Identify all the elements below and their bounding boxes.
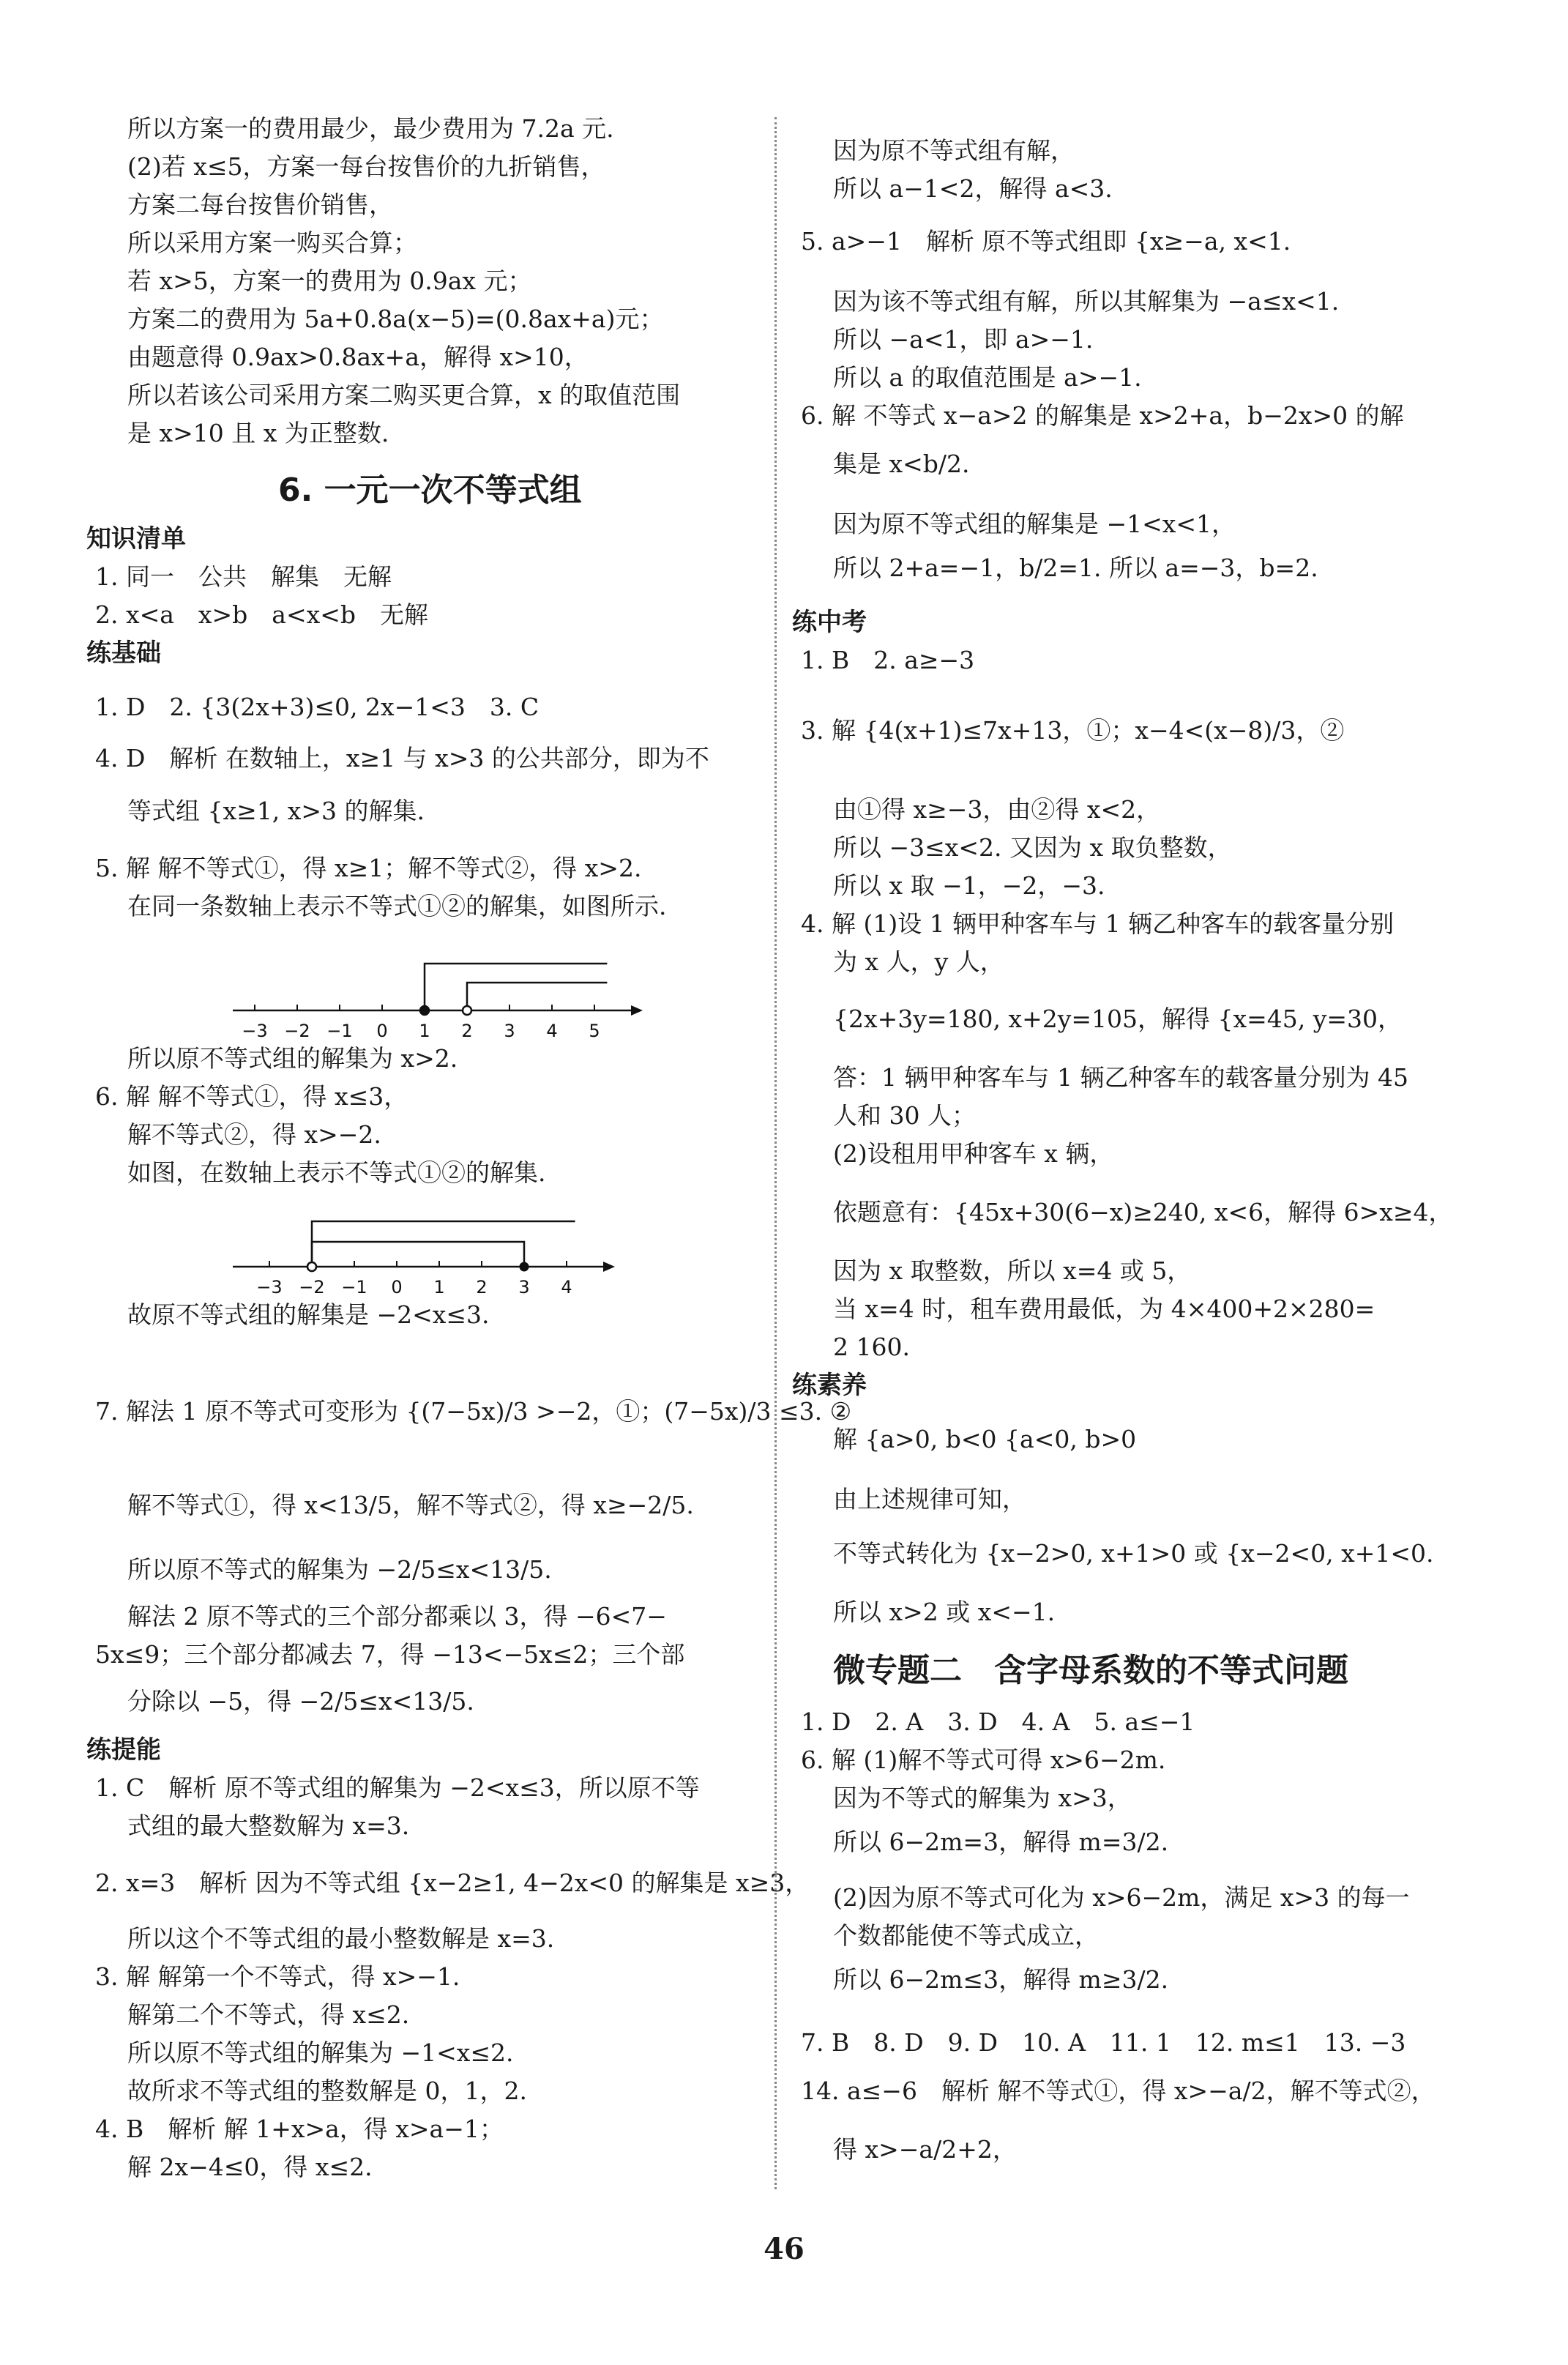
text-line: 所以若该公司采用方案二购买更合算，x 的取值范围 [127,381,681,409]
tick-label: 3 [504,1021,515,1041]
closed-endpoint [520,1262,529,1271]
section-heading: 知识清单 [86,524,186,554]
text-line: 解 2x−4≤0，得 x≤2. [127,2153,373,2181]
text-line: 因为 x 取整数，所以 x=4 或 5， [833,1256,1192,1285]
text-line: 集是 x<b/2. [833,450,970,478]
text-line: 所以 −a<1，即 a>−1. [833,325,1094,354]
axis-arrow [631,1005,643,1016]
section-title: 6. 一元一次不等式组 [278,472,582,509]
text-line: 所以这个不等式组的最小整数解是 x=3. [127,1924,555,1953]
text-line: 所以 6−2m≤3，解得 m≥3/2. [833,1965,1169,1994]
text-line: 5. a>−1 解析 原不等式组即 {x≥−a, x<1. [801,227,1291,256]
text-line: 方案二每台按售价销售， [127,190,393,219]
tick-label: −2 [284,1021,310,1041]
text-line: 因为该不等式组有解，所以其解集为 −a≤x<1. [833,287,1340,316]
text-line: 所以 6−2m=3，解得 m=3/2. [833,1828,1169,1856]
text-line: 当 x=4 时，租车费用最低，为 4×400+2×280= [833,1295,1375,1323]
text-line: 等式组 {x≥1, x>3 的解集. [127,797,425,825]
text-line: 如图，在数轴上表示不等式①②的解集. [127,1158,546,1187]
text-line: 答：1 辆甲种客车与 1 辆乙种客车的载客量分别为 45 [833,1063,1408,1092]
text-line: 解法 2 原不等式的三个部分都乘以 3，得 −6<7− [127,1602,667,1631]
section-heading: 练中考 [792,608,867,637]
axis-arrow [603,1262,615,1272]
text-line: (2)若 x≤5，方案一每台按售价的九折销售， [127,152,605,181]
text-line: 依题意有：{45x+30(6−x)≥240, x<6，解得 6>x≥4， [833,1198,1453,1226]
text-line: 6. 解 解不等式①，得 x≤3， [95,1082,408,1111]
text-line: 1. B 2. a≥−3 [801,646,975,674]
tick-label: 4 [561,1277,572,1297]
open-endpoint [307,1262,316,1271]
text-line: 2 160. [833,1333,910,1361]
tick-label: 1 [419,1021,430,1041]
text-line: 所以 x 取 −1，−2，−3. [833,871,1105,900]
text-line: 4. B 解析 解 1+x>a，得 x>a−1； [95,2115,504,2143]
tick-label: 3 [518,1277,530,1297]
tick-label: 0 [391,1277,403,1297]
text-line: 解不等式①，得 x<13/5，解不等式②，得 x≥−2/5. [127,1491,694,1519]
tick-label: −3 [256,1277,283,1297]
text-line: 所以原不等式组的解集为 x>2. [127,1044,458,1073]
text-line: 6. 解 不等式 x−a>2 的解集是 x>2+a，b−2x>0 的解 [801,401,1404,430]
page-number: 46 [764,2232,804,2266]
text-line: 5. 解 解不等式①，得 x≥1；解不等式②，得 x>2. [95,854,642,882]
text-line: 故原不等式组的解集是 −2<x≤3. [127,1300,490,1329]
text-line: 因为原不等式组有解， [833,136,1075,165]
number-line-2 [225,1193,679,1303]
text-line: 3. 解 解第一个不等式，得 x>−1. [95,1962,460,1991]
text-line: 所以 x>2 或 x<−1. [833,1598,1056,1626]
text-line: 因为不等式的解集为 x>3， [833,1784,1132,1812]
text-line: 4. D 解析 在数轴上，x≥1 与 x>3 的公共部分，即为不 [95,744,709,772]
tick-label: 2 [461,1021,473,1041]
solution-ray [467,983,607,1010]
text-line: 解不等式②，得 x>−2. [127,1120,381,1149]
tick-label: −2 [299,1277,325,1297]
text-line: 为 x 人，y 人， [833,947,1004,976]
closed-endpoint [420,1006,429,1015]
text-line: 若 x>5，方案一的费用为 0.9ax 元； [127,267,532,295]
tick-label: −1 [326,1021,353,1041]
text-line: 人和 30 人； [833,1101,976,1130]
text-line: {2x+3y=180, x+2y=105，解得 {x=45, y=30， [833,1005,1403,1033]
text-line: 所以 2+a=−1，b/2=1. 所以 a=−3，b=2. [833,554,1318,582]
tick-label: 5 [589,1021,600,1041]
text-line: 所以 −3≤x<2. 又因为 x 取负整数， [833,833,1232,862]
text-line: 所以 a−1<2，解得 a<3. [833,174,1113,203]
text-line: 6. 解 (1)解不等式可得 x>6−2m. [801,1746,1166,1774]
text-line: 所以方案一的费用最少，最少费用为 7.2a 元. [127,114,614,143]
section-heading: 练素养 [792,1371,867,1400]
text-line: 在同一条数轴上表示不等式①②的解集，如图所示. [127,892,667,920]
text-line: 所以原不等式的解集为 −2/5≤x<13/5. [127,1555,552,1584]
tick-label: 0 [376,1021,388,1041]
text-line: 个数都能使不等式成立， [833,1921,1099,1950]
text-line: 由上述规律可知， [833,1485,1026,1513]
text-line: 不等式转化为 {x−2>0, x+1>0 或 {x−2<0, x+1<0. [833,1539,1434,1568]
solution-ray [312,1221,575,1267]
text-line: 7. B 8. D 9. D 10. A 11. 1 12. m≤1 13. −3 [801,2028,1406,2057]
text-line: 1. D 2. {3(2x+3)≤0, 2x−1<3 3. C [95,693,540,721]
text-line: 方案二的费用为 5a+0.8a(x−5)=(0.8ax+a)元； [127,305,664,333]
text-line: 1. C 解析 原不等式组的解集为 −2<x≤3，所以原不等 [95,1773,700,1802]
tick-label: 4 [546,1021,558,1041]
text-line: 3. 解 {4(x+1)≤7x+13，①；x−4<(x−8)/3，② [801,716,1345,745]
text-line: 解第二个不等式，得 x≤2. [127,2000,410,2029]
text-line: 7. 解法 1 原不等式可变形为 {(7−5x)/3 >−2，①；(7−5x)/3 ≤3. ② [95,1397,852,1426]
text-line: 是 x>10 且 x 为正整数. [127,419,389,447]
text-line: 5x≤9；三个部分都减去 7，得 −13<−5x≤2；三个部 [95,1640,685,1669]
text-line: 14. a≤−6 解析 解不等式①，得 x>−a/2，解不等式②， [801,2077,1436,2105]
text-line: 2. x=3 解析 因为不等式组 {x−2≥1, 4−2x<0 的解集是 x≥3， [95,1869,810,1897]
tick-label: −1 [341,1277,367,1297]
text-line: 4. 解 (1)设 1 辆甲种客车与 1 辆乙种客车的载客量分别 [801,909,1395,938]
text-line: 由①得 x≥−3，由②得 x<2， [833,795,1161,824]
text-line: 由题意得 0.9ax>0.8ax+a，解得 x>10， [127,343,589,371]
solution-ray [425,964,607,1010]
text-line: 解 {a>0, b<0 {a<0, b>0 [833,1425,1137,1453]
number-line-1 [225,937,679,1047]
tick-label: 1 [433,1277,445,1297]
text-line: 分除以 −5，得 −2/5≤x<13/5. [127,1687,474,1716]
text-line: 式组的最大整数解为 x=3. [127,1811,410,1840]
section-heading: 练提能 [86,1735,161,1765]
text-line: 所以 a 的取值范围是 a>−1. [833,363,1142,392]
text-line: 故所求不等式组的整数解是 0，1，2. [127,2077,527,2105]
solution-ray [312,1242,524,1267]
text-line: 得 x>−a/2+2， [833,2135,1017,2164]
text-line: 所以原不等式组的解集为 −1<x≤2. [127,2038,514,2067]
tick-label: 2 [476,1277,488,1297]
text-line: 1. 同一 公共 解集 无解 [95,562,392,591]
text-line: 所以采用方案一购买合算； [127,228,417,257]
section-heading: 练基础 [86,638,161,668]
section-title: 微专题二 含字母系数的不等式问题 [833,1652,1348,1689]
text-line: 因为原不等式组的解集是 −1<x<1， [833,510,1236,538]
open-endpoint [463,1006,471,1015]
text-line: 2. x<a x>b a<x<b 无解 [95,600,429,629]
text-line: 1. D 2. A 3. D 4. A 5. a≤−1 [801,1707,1195,1736]
text-line: (2)设租用甲种客车 x 辆， [833,1139,1114,1168]
tick-label: −3 [242,1021,268,1041]
text-line: (2)因为原不等式可化为 x>6−2m，满足 x>3 的每一 [833,1883,1410,1912]
